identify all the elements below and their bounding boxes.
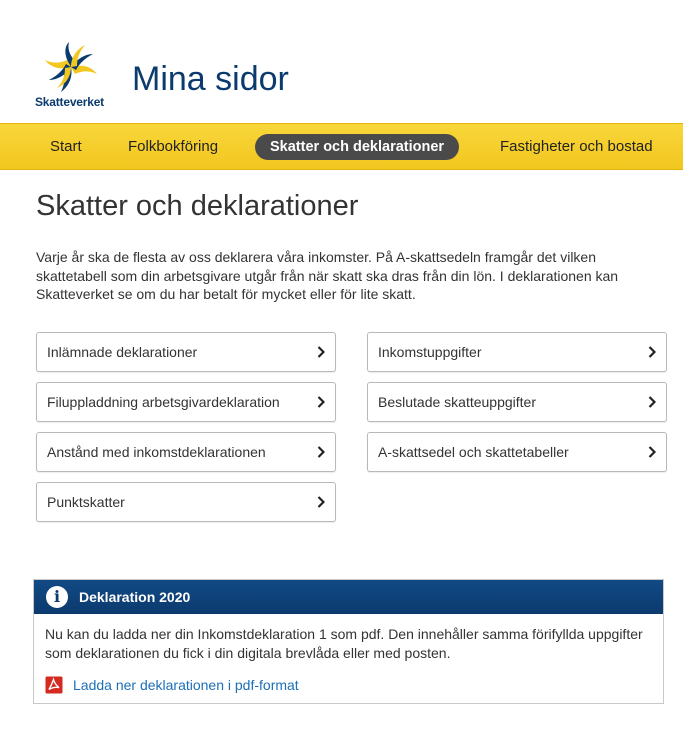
nav-item-start[interactable]: Start xyxy=(50,138,82,155)
link-filuppladdning-arbetsgivardeklaration[interactable] xyxy=(36,382,336,422)
chevron-right-icon xyxy=(648,446,656,458)
download-pdf-link-label: Ladda ner deklarationen i pdf-format xyxy=(73,677,299,693)
chevron-right-icon xyxy=(648,396,656,408)
header xyxy=(0,0,695,123)
info-box-deklaration xyxy=(33,579,664,704)
link-label: Punktskatter xyxy=(47,494,125,510)
chevron-right-icon xyxy=(317,446,325,458)
chevron-right-icon xyxy=(648,346,656,358)
skatteverket-logo[interactable] xyxy=(33,40,109,112)
chevron-right-icon xyxy=(317,496,325,508)
pdf-icon xyxy=(45,676,63,694)
page-title: Skatter och deklarationer xyxy=(36,190,359,222)
link-label: Beslutade skatteuppgifter xyxy=(378,394,536,410)
link-label: Filuppladdning arbetsgivardeklaration xyxy=(47,394,280,410)
logo-text: Skatteverket xyxy=(35,95,104,109)
chevron-right-icon xyxy=(317,346,325,358)
link-a-skattsedel-och-skattetabeller[interactable] xyxy=(367,432,667,472)
nav-item-fastigheter-och-bostad[interactable]: Fastigheter och bostad xyxy=(500,138,653,155)
nav-item-folkbokforing[interactable]: Folkbokföring xyxy=(128,138,219,155)
link-label: A-skattsedel och skattetabeller xyxy=(378,444,569,460)
nav-item-skatter-och-deklarationer[interactable]: Skatter och deklarationer xyxy=(255,134,459,160)
main-nav xyxy=(0,123,683,170)
chevron-right-icon xyxy=(317,396,325,408)
info-text: Nu kan du ladda ner din Inkomstdeklaration 1 som pdf. Den innehåller samma förifyllda uppgifter som deklarationen du fick i din digitala brevlåda eller med posten. xyxy=(45,626,643,661)
info-icon: i xyxy=(46,586,68,608)
info-title: Deklaration 2020 xyxy=(79,589,191,605)
logo-swirl-icon xyxy=(41,40,101,94)
link-punktskatter[interactable] xyxy=(36,482,336,522)
info-box-header xyxy=(34,580,663,614)
link-inlamnade-deklarationer[interactable] xyxy=(36,332,336,372)
link-label: Inkomstuppgifter xyxy=(378,344,482,360)
site-title: Mina sidor xyxy=(132,60,289,98)
link-beslutade-skatteuppgifter[interactable] xyxy=(367,382,667,422)
intro-text: Varje år ska de flesta av oss deklarera våra inkomster. På A-skattsedeln framgår det vilken skattetabell som din arbetsgivare utgår från när skatt ska dras från din lön. I deklarationen kan Skatteverket se om du har betalt för mycket eller för lite skatt. xyxy=(36,249,619,302)
link-anstand-med-inkomstdeklarationen[interactable] xyxy=(36,432,336,472)
link-inkomstuppgifter[interactable] xyxy=(367,332,667,372)
link-label: Anstånd med inkomstdeklarationen xyxy=(47,444,266,460)
link-label: Inlämnade deklarationer xyxy=(47,344,198,360)
